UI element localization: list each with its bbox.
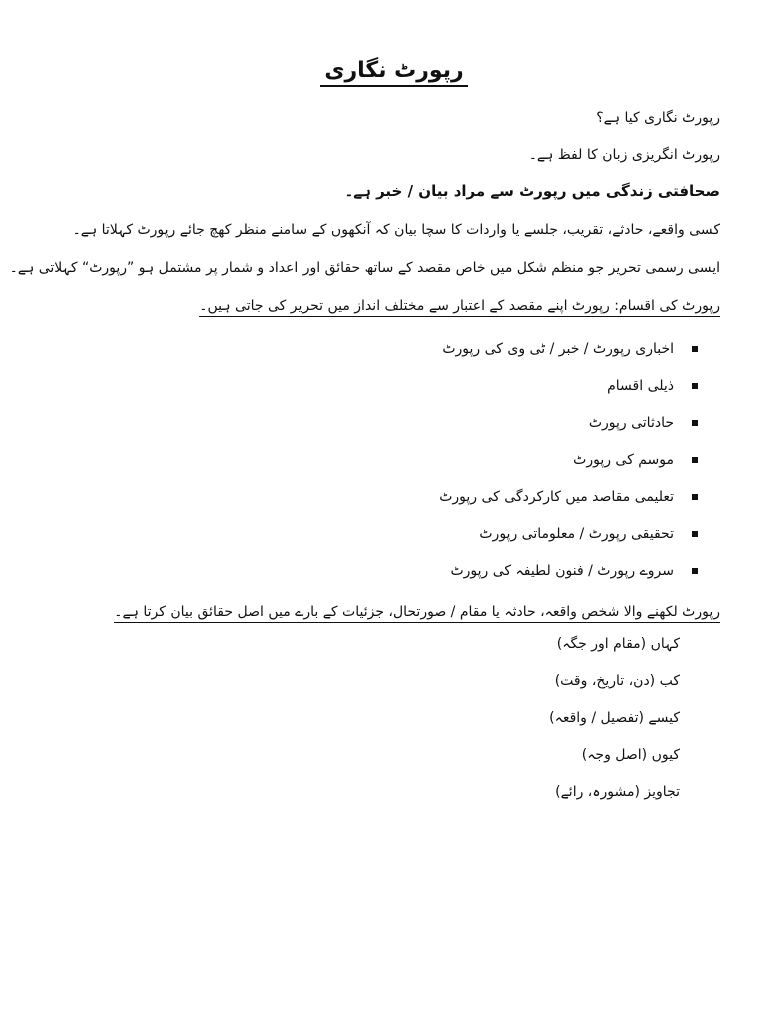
- journalism-meaning: صحافتی زندگی میں رپورٹ سے مراد بیان / خبر ہے۔: [344, 182, 720, 200]
- list-item: تجاویز (مشورہ، رائے): [555, 784, 680, 800]
- bullet-square-icon: [692, 420, 698, 426]
- list-item: کیسے (تفصیل / واقعہ): [549, 710, 680, 726]
- page-title: [0, 58, 768, 87]
- bullet-square-icon: [692, 531, 698, 537]
- report-types-heading: [199, 296, 720, 316]
- list-item-label: حادثاتی رپورٹ: [588, 414, 674, 431]
- formal-definition: ایسی رسمی تحریر جو منظم شکل میں خاص مقصد کے ساتھ حقائق اور اعداد و شمار پر مشتمل ہو ”رپورٹ“ کہلاتی ہے۔: [9, 260, 720, 276]
- page-title-text: رپورٹ نگاری: [320, 58, 467, 87]
- list-item-label: تحقیقی رپورٹ / معلوماتی رپورٹ: [479, 525, 674, 542]
- writer-heading: [114, 602, 720, 622]
- list-item-label: اخباری رپورٹ / خبر / ٹی وی کی رپورٹ: [442, 340, 674, 357]
- list-item-label: موسم کی رپورٹ: [573, 451, 674, 468]
- list-item: [439, 552, 698, 589]
- writer-heading-text: رپورٹ لکھنے والا شخص واقعہ، حادثہ یا مقام / صورتحال، جزئیات کے بارے میں اصل حقائق بیان کرتا ہے۔: [114, 604, 720, 623]
- list-item: کب (دن، تاریخ، وقت): [554, 673, 680, 689]
- intro-definition: رپورٹ انگریزی زبان کا لفظ ہے۔: [528, 147, 720, 163]
- bullet-square-icon: [692, 383, 698, 389]
- list-item: [439, 441, 698, 478]
- intro-question: رپورٹ نگاری کیا ہے؟: [596, 110, 720, 126]
- list-item: [439, 515, 698, 552]
- report-types-list: [439, 330, 698, 589]
- list-item: کیوں (اصل وجہ): [581, 747, 680, 763]
- bullet-square-icon: [692, 457, 698, 463]
- list-item: کہاں (مقام اور جگہ): [556, 636, 680, 652]
- report-description: کسی واقعے، حادثے، تقریب، جلسے یا واردات کا سچا بیان کہ آنکھوں کے سامنے منظر کھچ جائے رپورٹ کہلاتا ہے۔: [72, 222, 720, 238]
- list-item: [439, 478, 698, 515]
- list-item: [439, 404, 698, 441]
- list-item-label: تعلیمی مقاصد میں کارکردگی کی رپورٹ: [439, 488, 674, 505]
- list-item-label: ذیلی اقسام: [607, 377, 674, 394]
- bullet-square-icon: [692, 346, 698, 352]
- bullet-square-icon: [692, 568, 698, 574]
- bullet-square-icon: [692, 494, 698, 500]
- questions-list: [549, 636, 680, 821]
- list-item: [439, 330, 698, 367]
- list-item: [439, 367, 698, 404]
- report-types-heading-text: رپورٹ کی اقسام: رپورٹ اپنے مقصد کے اعتبار سے مختلف انداز میں تحریر کی جاتی ہیں۔: [199, 298, 720, 317]
- list-item-label: سروے رپورٹ / فنون لطیفہ کی رپورٹ: [450, 562, 674, 579]
